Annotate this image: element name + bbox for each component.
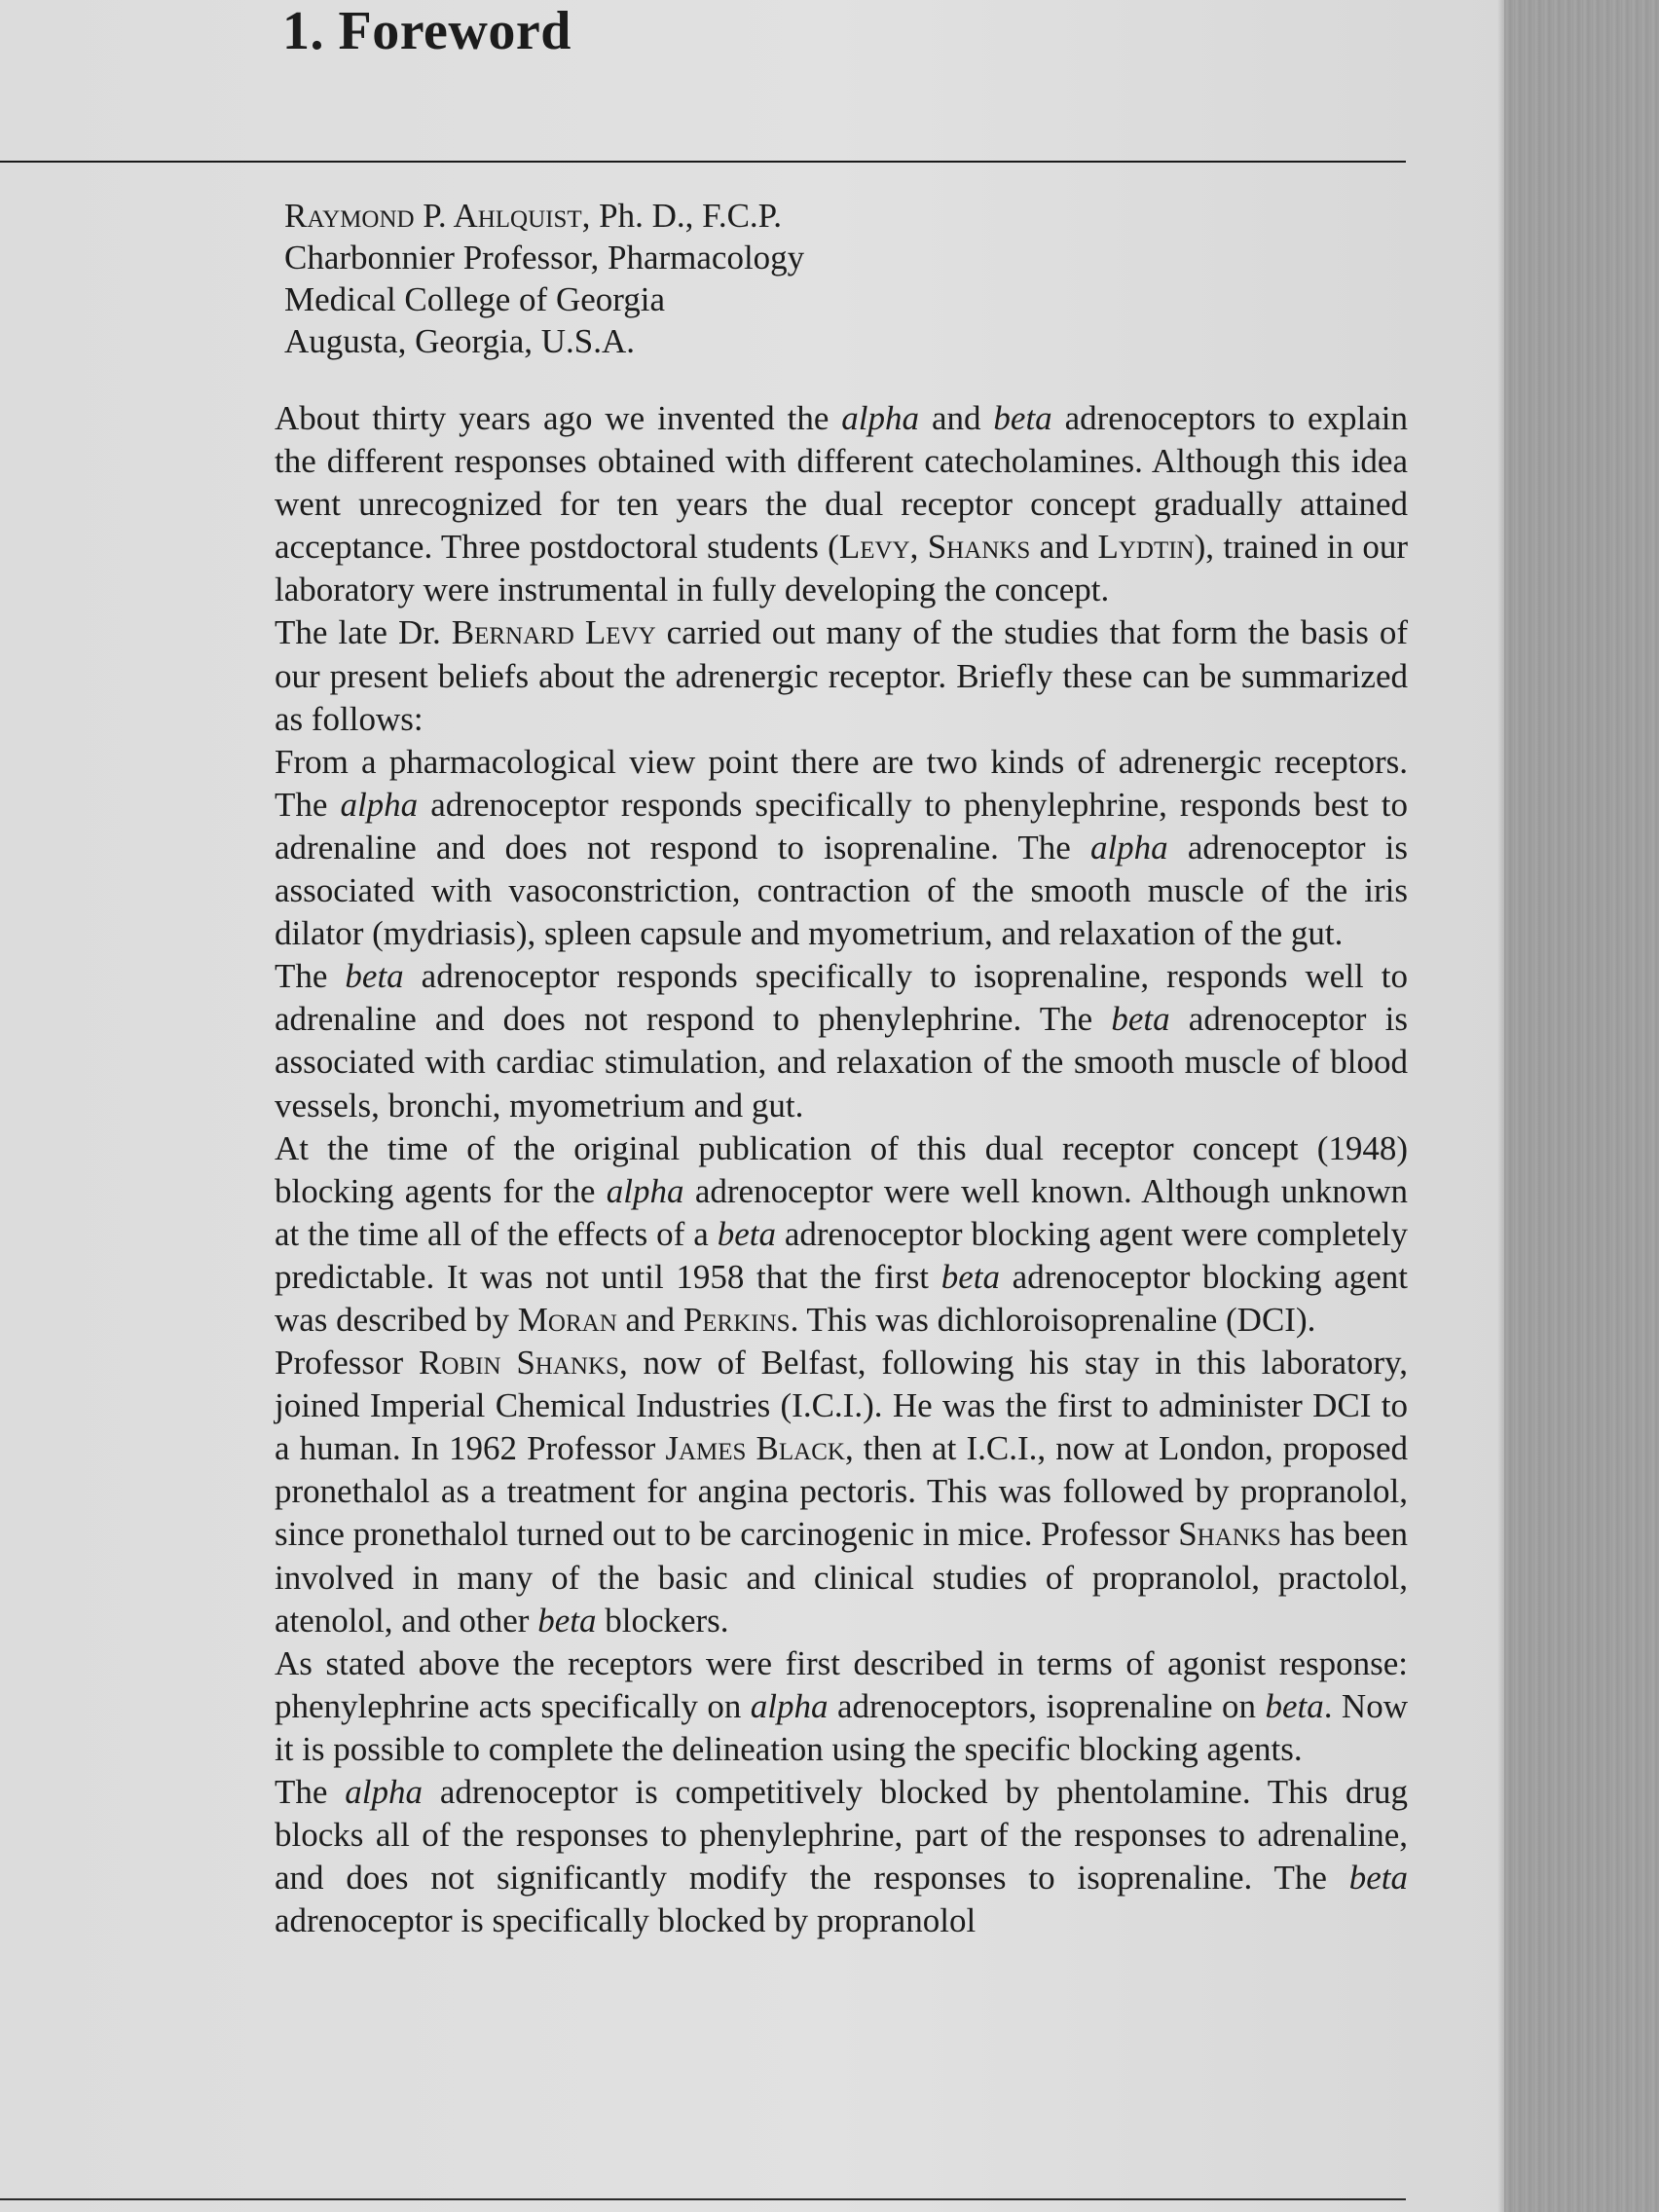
text-run: , then at I.C.I., now at London, proposed pronethalol as a treatment for angina pectoris. This was followed by propranolol, since pronethalol turned out to be carcinogenic in mice. Professor bbox=[275, 1429, 1408, 1554]
text-run: and bbox=[1030, 528, 1098, 567]
person-name: Robin Shanks bbox=[419, 1344, 619, 1382]
italic-term: alpha bbox=[340, 785, 419, 824]
text-run: and bbox=[616, 1300, 683, 1339]
italic-term: alpha bbox=[345, 1773, 423, 1811]
paragraph-4 bbox=[275, 955, 1408, 1126]
paragraph-2 bbox=[275, 611, 1408, 740]
text-run: . Now it is possible to complete the delineation using the specific blocking agents. bbox=[275, 1686, 1408, 1768]
person-name: Perkins bbox=[682, 1300, 791, 1339]
paragraph-3 bbox=[275, 741, 1408, 955]
person-name: Shanks bbox=[1178, 1515, 1281, 1554]
heading-rule bbox=[0, 161, 1406, 163]
chapter-heading: 1. Foreword bbox=[282, 1, 571, 61]
author-block bbox=[284, 195, 1258, 362]
italic-term: alpha bbox=[606, 1171, 684, 1210]
text-run: adrenoceptor were well known. Although unknown at the time all of the effects of a bbox=[275, 1171, 1409, 1253]
italic-term: alpha bbox=[1089, 828, 1168, 866]
text-run: , now of Belfast, following his stay in this laboratory, joined Imperial Chemical Industries (I.C.I.). He was the first to administer DCI to a human. In 1962 Professor bbox=[275, 1344, 1408, 1468]
italic-term: alpha bbox=[841, 399, 920, 437]
italic-term: beta bbox=[717, 1214, 776, 1253]
text-run: About thirty years ago we invented the bbox=[275, 399, 842, 437]
text-run: As stated above the receptors were first described in terms of agonist response: phenylephrine acts specifically on bbox=[275, 1643, 1408, 1725]
author-name-text: Raymond P. Ahlquist bbox=[284, 197, 582, 235]
person-name: Moran bbox=[517, 1300, 617, 1339]
italic-term: beta bbox=[940, 1257, 1000, 1296]
text-run: The bbox=[275, 1773, 346, 1811]
text-run: adrenoceptor is competitively blocked by phentolamine. This drug blocks all of the responses to phenylephrine, part of the responses to adrenaline, and does not significantly modify the responses to isoprenaline. The bbox=[275, 1773, 1408, 1898]
person-name: Shanks bbox=[927, 528, 1031, 567]
author-institution: Medical College of Georgia bbox=[284, 280, 666, 318]
foreword-body bbox=[275, 397, 1408, 1942]
italic-term: beta bbox=[993, 399, 1052, 437]
paragraph-7 bbox=[275, 1642, 1408, 1771]
text-run: adrenoceptor is associated with cardiac stimulation, and relaxation of the smooth muscle of blood vessels, bronchi, myometrium and gut. bbox=[275, 1000, 1408, 1124]
paragraph-6 bbox=[275, 1342, 1408, 1642]
person-name: Bernard Levy bbox=[451, 613, 656, 652]
text-run: From a pharmacological view point there are two kinds of adrenergic receptors. The bbox=[275, 742, 1408, 824]
text-run: The bbox=[275, 957, 346, 996]
text-run: carried out many of the studies that form the basis of our present beliefs about the adrenergic receptor. Briefly these can be summarized as follows: bbox=[275, 613, 1408, 738]
italic-term: beta bbox=[345, 957, 404, 996]
text-run: adrenoceptors, isoprenaline on bbox=[828, 1686, 1266, 1725]
person-name: Levy bbox=[838, 528, 910, 567]
italic-term: beta bbox=[537, 1601, 597, 1640]
text-run: ), trained in our laboratory were instrumental in fully developing the concept. bbox=[275, 528, 1408, 609]
page-stack-edge bbox=[1504, 0, 1659, 2212]
italic-term: alpha bbox=[750, 1686, 829, 1725]
text-run: At the time of the original publication of this dual receptor concept (1948) blocking agents for the bbox=[275, 1128, 1408, 1210]
italic-term: beta bbox=[1265, 1686, 1324, 1725]
author-location: Augusta, Georgia, U.S.A. bbox=[284, 322, 636, 360]
paragraph-5 bbox=[275, 1127, 1408, 1342]
author-title: Charbonnier Professor, Pharmacology bbox=[284, 239, 805, 276]
person-name: James Black bbox=[665, 1429, 845, 1468]
text-run: has been involved in many of the basic and clinical studies of propranolol, practolol, atenolol, and other bbox=[275, 1515, 1409, 1640]
paragraph-8 bbox=[275, 1771, 1408, 1942]
text-run: adrenoceptor blocking agent were completely predictable. It was not until 1958 that the first bbox=[275, 1214, 1408, 1296]
paragraph-1 bbox=[275, 397, 1408, 611]
text-run: adrenoceptors to explain the different responses obtained with different catecholamines. Although this idea went unrecognized for ten years the dual receptor concept gradually attained acceptance. Three postdoctoral students ( bbox=[275, 399, 1408, 567]
text-run: , bbox=[909, 528, 928, 567]
text-run: The late Dr. bbox=[275, 613, 452, 652]
italic-term: beta bbox=[1111, 1000, 1170, 1039]
italic-term: beta bbox=[1348, 1859, 1408, 1898]
text-run: Professor bbox=[275, 1344, 420, 1382]
text-run: adrenoceptor responds specifically to phenylephrine, responds best to adrenaline and does not respond to isoprenaline. The bbox=[275, 785, 1408, 866]
text-run: adrenoceptor responds specifically to isoprenaline, responds well to adrenaline and does not respond to phenylephrine. The bbox=[275, 957, 1409, 1039]
person-name: Lydtin bbox=[1097, 528, 1195, 567]
text-run: . This was dichloroisoprenaline (DCI). bbox=[790, 1300, 1316, 1339]
author-degrees: , Ph. D., F.C.P. bbox=[581, 197, 783, 235]
text-run: blockers. bbox=[596, 1601, 729, 1640]
text-run: and bbox=[919, 399, 994, 437]
footer-rule bbox=[0, 2198, 1406, 2200]
text-run: adrenoceptor blocking agent was described by bbox=[275, 1257, 1409, 1339]
author-name bbox=[284, 195, 1258, 237]
text-run: adrenoceptor is specifically blocked by propranolol bbox=[275, 1901, 977, 1940]
text-run: adrenoceptor is associated with vasoconstriction, contraction of the smooth muscle of the iris dilator (mydriasis), spleen capsule and myometrium, and relaxation of the gut. bbox=[275, 828, 1408, 953]
